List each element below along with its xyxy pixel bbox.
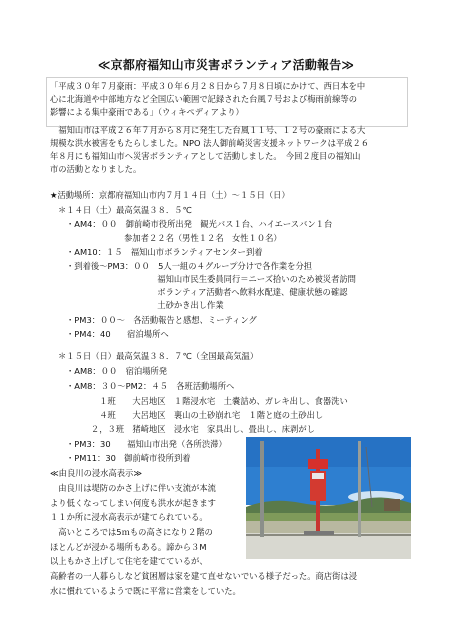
day1-header: ＊１４日（土）最高気温３８．５℃ bbox=[58, 205, 192, 215]
day2-item: １班 大呂地区 １階浸水宅 土嚢詰め、ガレキ出し、食器洗い bbox=[66, 396, 348, 406]
day1-item: 参加者２２名（男性１２名 女性１０名） bbox=[66, 233, 282, 243]
quote-line: 影響による集中豪雨である」（ウィキペディアより） bbox=[50, 107, 244, 117]
day2-item: ・PM3：30 福知山市出発（各所渋滞） bbox=[66, 439, 227, 449]
quote-line: 「平成３０年７月豪雨：平成３０年６月２８日から７月８日頃にかけて、西日本を中 bbox=[50, 81, 366, 91]
day2-item: ・AM8：００ 宿泊場所発 bbox=[66, 366, 168, 376]
day2-item: ４班 大呂地区 裏山の土砂崩れ宅 １階と庭の土砂出し bbox=[66, 410, 324, 420]
day1-item: ボランティア活動者へ飲料水配達、健康状態の確認 bbox=[66, 287, 348, 297]
quote-line: 心に北海道や中部地方など全国広い範囲で記録された台風７号および梅雨前線等の bbox=[50, 94, 357, 104]
flood-header: ≪由良川の浸水高表示≫ bbox=[50, 468, 143, 478]
flood-line: より低くなってしまい何度も洪水が起きます bbox=[50, 498, 216, 508]
day1-item: ・到着後～PM3：００ 5人一組の４グループ分けで各作業を分担 bbox=[66, 261, 313, 271]
day1-item: ・PM3：００～ 各活動報告と感想、ミーティング bbox=[66, 315, 257, 325]
activity-header: ★活動場所：京都府福知山市内７月１４日（土）～１５日（日） bbox=[50, 190, 290, 200]
intro-line: 年８月にも福知山市へ災害ボランティアとして活動しました。 今回２度目の福知山 bbox=[50, 151, 361, 161]
flood-line: 高いところでは5ｍもの高さになり２階の bbox=[50, 527, 213, 537]
intro-line: 福知山市は平成２６年７月から８月に発生した台風１１号、１２号の豪雨による大 bbox=[50, 125, 366, 135]
flood-line: 由良川は堤防のかさ上げに伴い支流が本流 bbox=[50, 483, 216, 493]
day1-item: ・AM10：１５ 福知山市ボランティアセンター到着 bbox=[66, 247, 263, 257]
day2-item: ・AM8：３０～PM2：４５ 各班活動場所へ bbox=[66, 381, 235, 391]
flood-line: ほとんどが浸かる場所もある。諦から３M bbox=[50, 542, 207, 552]
flood-marker-photo bbox=[246, 437, 411, 559]
flood-line: １１か所に浸水高表示が建てられている。 bbox=[50, 512, 208, 522]
day1-item: ・PM4：40 宿泊場所へ bbox=[66, 329, 169, 339]
day2-header: ＊１５日（日）最高気温３８．７℃（全国最高気温） bbox=[58, 351, 259, 361]
flood-line: 以上もかさ上げして住宅を建てているが、 bbox=[50, 556, 208, 566]
day1-item: ・AM4：００ 御前崎市役所出発 観光バス１台、ハイエースバン１台 bbox=[66, 219, 333, 229]
intro-line: 市の活動となりました。 bbox=[50, 164, 142, 174]
flood-line: 高齢者の一人暮らしなど貧困層は家を建て直せないでいる様子だった。商店街は浸 bbox=[50, 571, 357, 581]
report-title: ≪京都府福知山市災害ボランティア活動報告≫ bbox=[97, 58, 355, 72]
day2-item: ２，３班 猪崎地区 浸水宅 家具出し、畳出し、床剥がし bbox=[66, 424, 315, 434]
day1-item: 土砂かき出し作業 bbox=[66, 300, 224, 310]
day1-item: 福知山市民生委員同行＝ニーズ拾いのため被災者訪問 bbox=[66, 274, 356, 284]
intro-line: 規模な洪水被害をもたらしました。NPO 法人御前崎災害支援ネットワークは平成２６ bbox=[50, 138, 370, 148]
day2-item: ・PM11：30 御前崎市役所到着 bbox=[66, 453, 191, 463]
flood-line: 水に慣れているようで既に平常に営業をしていた。 bbox=[50, 586, 241, 596]
